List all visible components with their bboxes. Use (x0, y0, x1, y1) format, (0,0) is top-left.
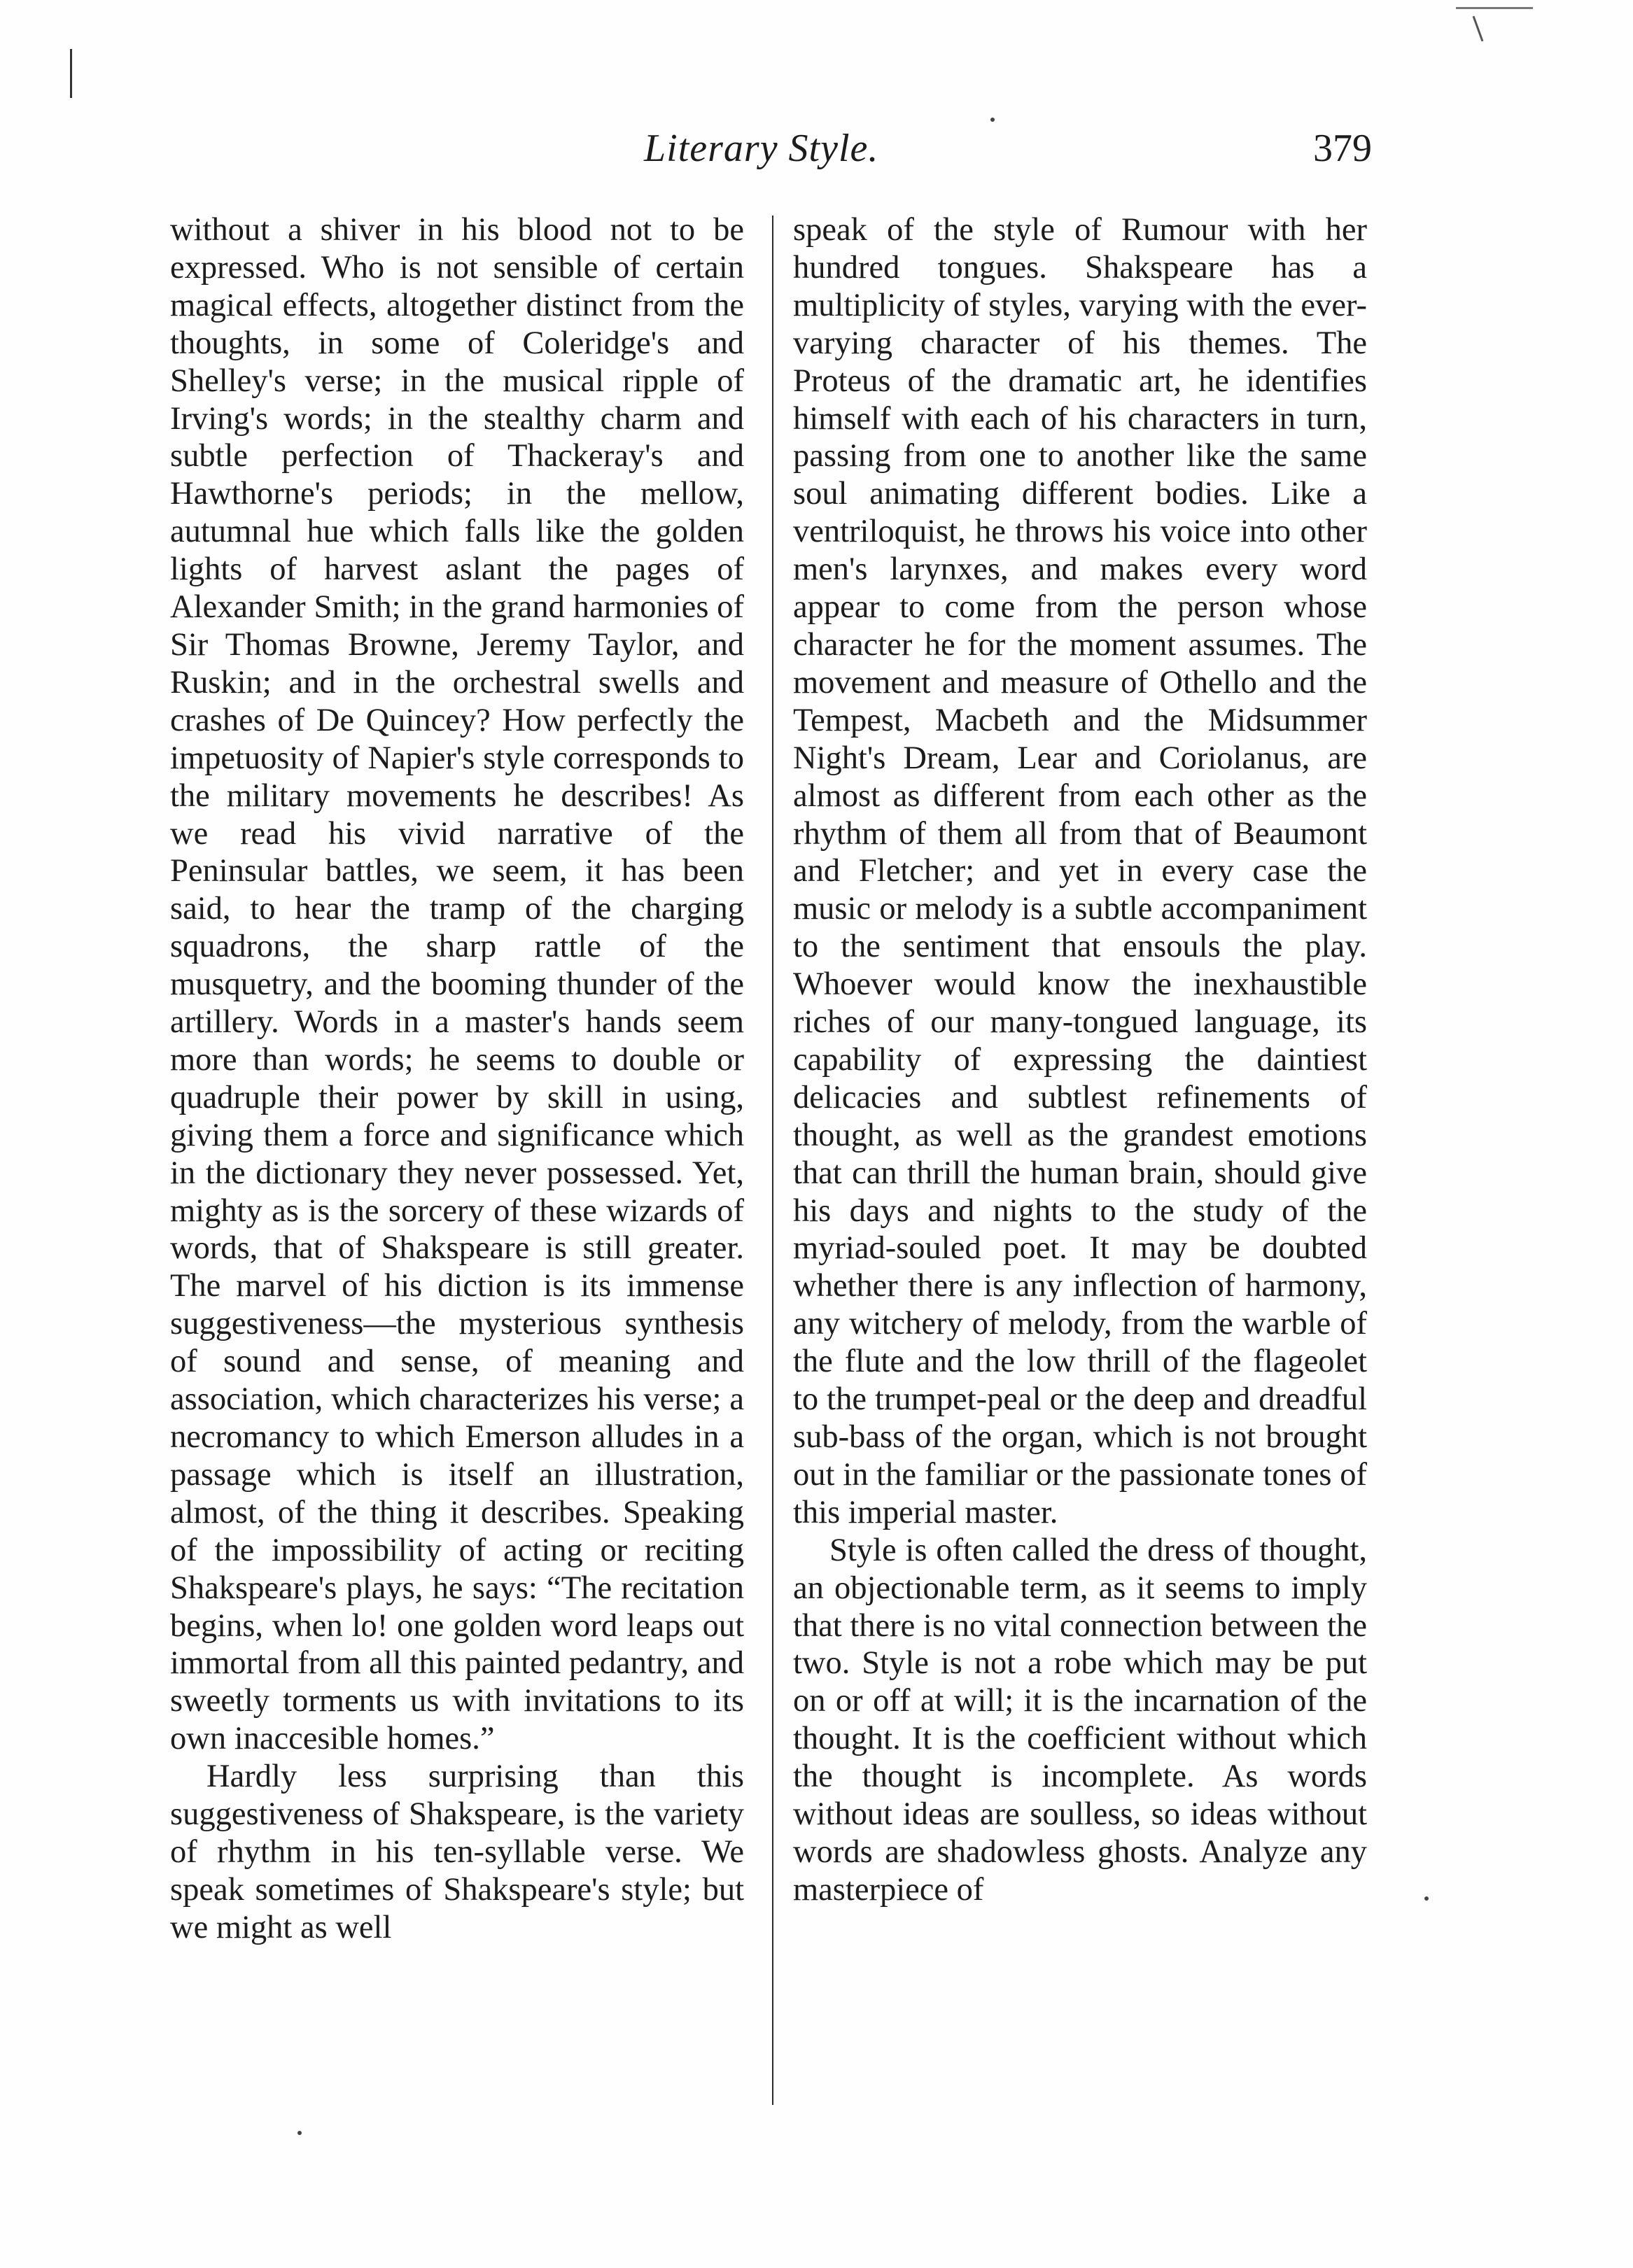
page-number: 379 (1313, 127, 1372, 170)
scan-artifact-mark (70, 49, 72, 98)
left-column (170, 211, 744, 1947)
scan-speck (297, 2131, 302, 2135)
paragraph: Style is often called the dress of thought, an objectionable term, as it seems to imply that there is no vital connection between the two. Style is not a robe which may be put on or off at will; it is the incarnation of the thought. It is the coefficient without which the thought is incomplete. As words without ideas are soulless, so ideas without words are shadowless ghosts. Analyze any masterpiece of (793, 1532, 1367, 1908)
column-divider (772, 216, 773, 2105)
running-head (168, 126, 1372, 182)
scan-speck (990, 118, 995, 122)
running-title: Literary Style. (644, 127, 879, 170)
paragraph: speak of the style of Rumour with her hundred tongues. Shakspeare has a multiplicity of styles, varying with the ever-varying character of his themes. The Proteus of the dramatic art, he identifies himself with each of his characters in turn, passing from one to another like the same soul animating different bodies. Like a ventriloquist, he throws his voice into other men's larynxes, and makes every word appear to come from the person whose character he for the moment assumes. The movement and measure of Othello and the Tempest, Macbeth and the Midsummer Night's Dream, Lear and Coriolanus, are almost as different from each other as the rhythm of them all from that of Beaumont and Fletcher; and yet in every case the music or melody is a subtle accompaniment to the sentiment that ensouls the play. Whoever would know the inexhaustible riches of our many-tongued language, its capability of expressing the daintiest delicacies and subtlest refinements of thought, as well as the grandest emotions that can thrill the human brain, should give his days and nights to the study of the myriad-souled poet. It may be doubted whether there is any inflection of harmony, any witchery of melody, from the warble of the flute and the low thrill of the flageolet to the trumpet-peal or the deep and dreadful sub-bass of the organ, which is not brought out in the familiar or the passionate tones of this imperial master. (793, 212, 1367, 1530)
scan-artifact-mark (1473, 16, 1484, 42)
scan-artifact-mark (1456, 7, 1533, 9)
paragraph: Hardly less surprising than this suggestiveness of Shakspeare, is the variety of rhythm in his ten-syllable verse. We speak sometimes of Shakspeare's style; but we might as well (170, 1759, 744, 1945)
paragraph: without a shiver in his blood not to be expressed. Who is not sensible of certain magical effects, altogether distinct from the thoughts, in some of Coleridge's and Shelley's verse; in the musical ripple of Irving's words; in the stealthy charm and subtle perfection of Thackeray's and Hawthorne's periods; in the mellow, autumnal hue which falls like the golden lights of harvest aslant the pages of Alexander Smith; in the grand harmonies of Sir Thomas Browne, Jeremy Taylor, and Ruskin; and in the orchestral swells and crashes of De Quincey? How perfectly the impetuosity of Napier's style corresponds to the military movements he describes! As we read his vivid narrative of the Peninsular battles, we seem, it has been said, to hear the tramp of the charging squadrons, the sharp rattle of the musquetry, and the booming thunder of the artillery. Words in a master's hands seem more than words; he seems to double or quadruple their power by skill in using, giving them a force and significance which in the dictionary they never possessed. Yet, mighty as is the sorcery of these wizards of words, that of Shakspeare is still greater. The marvel of his diction is its immense suggestiveness—the mysterious synthesis of sound and sense, of meaning and association, which characterizes his verse; a necromancy to which Emerson alludes in a passage which is itself an illustration, almost, of the thing it describes. Speaking of the impossibility of acting or reciting Shakspeare's plays, he says: “The recitation begins, when lo! one golden word leaps out immortal from all this painted pedantry, and sweetly torments us with invitations to its own inaccesible homes.” (170, 212, 744, 1757)
right-column (793, 211, 1367, 1909)
scan-speck (1424, 1896, 1429, 1901)
